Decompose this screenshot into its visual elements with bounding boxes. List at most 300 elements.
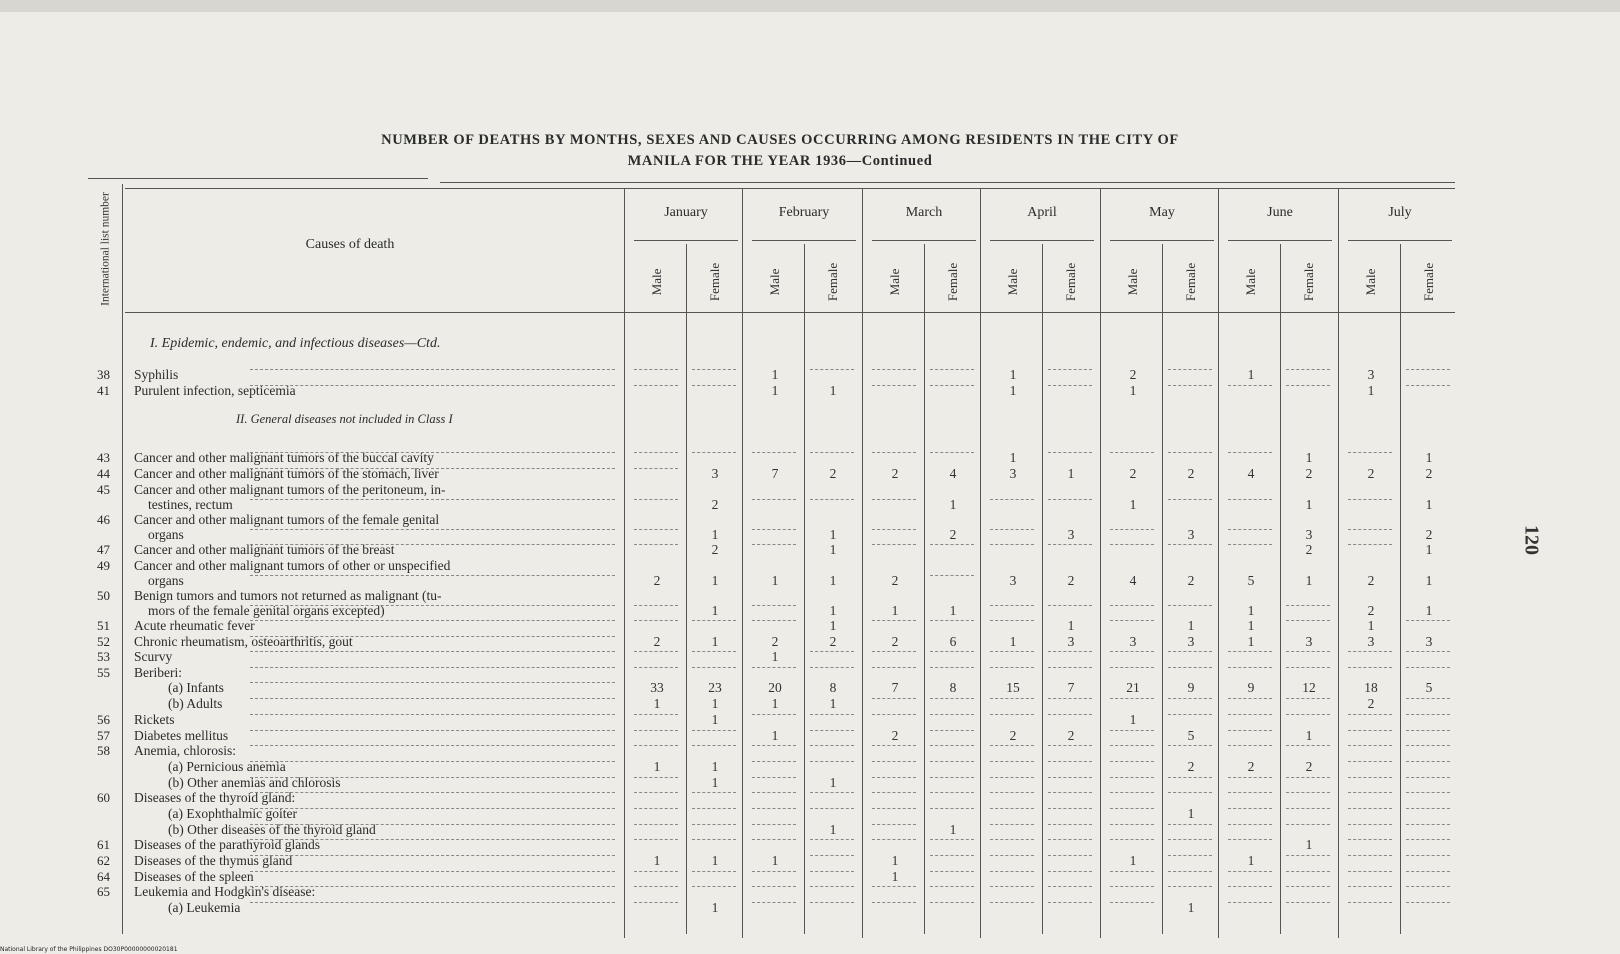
month-underline	[752, 240, 856, 241]
row-cause-label: Cancer and other malignant tumors of the breast	[134, 542, 395, 557]
empty-cell-dash	[752, 605, 796, 606]
leader-dots	[250, 605, 615, 606]
empty-cell-dash	[1348, 792, 1392, 793]
leader-dots	[250, 855, 615, 856]
month-divider	[1338, 188, 1339, 938]
female-value-february: 2	[829, 634, 837, 649]
male-value-april: 1	[1009, 450, 1017, 465]
sex-divider	[924, 244, 925, 934]
empty-cell-dash	[1406, 385, 1450, 386]
leader-dots	[250, 714, 615, 715]
empty-cell-dash	[1110, 761, 1154, 762]
empty-cell-dash	[752, 871, 796, 872]
row-cause-label: (a) Pernicious anemia	[168, 759, 286, 774]
empty-cell-dash	[692, 667, 736, 668]
empty-cell-dash	[1168, 714, 1212, 715]
male-value-april: 3	[1009, 573, 1017, 588]
empty-cell-dash	[1406, 839, 1450, 840]
row-cause-label: Cancer and other malignant tumors of other or unspecified	[134, 558, 451, 573]
sex-header-male	[868, 252, 922, 312]
list-number-divider	[122, 184, 123, 934]
male-value-february: 1	[771, 649, 779, 664]
empty-cell-dash	[634, 651, 678, 652]
empty-cell-dash	[752, 544, 796, 545]
female-value-may: 1	[1187, 806, 1195, 821]
empty-cell-dash	[930, 745, 974, 746]
empty-cell-dash	[1228, 745, 1272, 746]
male-value-june: 9	[1247, 680, 1255, 695]
row-cause-label: Diseases of the thyroid gland:	[134, 790, 296, 805]
empty-cell-dash	[1228, 730, 1272, 731]
empty-cell-dash	[872, 808, 916, 809]
female-value-july: 1	[1425, 573, 1433, 588]
row-list-number: 46	[97, 512, 110, 527]
empty-cell-dash	[1228, 871, 1272, 872]
month-divider	[742, 188, 743, 938]
row-list-number: 53	[97, 649, 110, 664]
male-value-april: 1	[1009, 383, 1017, 398]
empty-cell-dash	[634, 468, 678, 469]
empty-cell-dash	[1110, 730, 1154, 731]
female-value-january: 1	[711, 775, 719, 790]
empty-cell-dash	[1110, 777, 1154, 778]
table-top-rule-2	[440, 182, 1455, 183]
empty-cell-dash	[1286, 605, 1330, 606]
empty-cell-dash	[634, 369, 678, 370]
sex-header-text: Female	[1421, 262, 1436, 302]
empty-cell-dash	[990, 667, 1034, 668]
empty-cell-dash	[1168, 651, 1212, 652]
female-value-january: 1	[711, 603, 719, 618]
row-list-number: 60	[97, 790, 110, 805]
male-value-january: 33	[650, 680, 664, 695]
empty-cell-dash	[1228, 824, 1272, 825]
empty-cell-dash	[1048, 385, 1092, 386]
empty-cell-dash	[1168, 792, 1212, 793]
empty-cell-dash	[692, 452, 736, 453]
female-value-july: 2	[1425, 527, 1433, 542]
empty-cell-dash	[1406, 714, 1450, 715]
male-value-july: 2	[1367, 573, 1375, 588]
empty-cell-dash	[1348, 808, 1392, 809]
female-value-june: 3	[1305, 634, 1313, 649]
empty-cell-dash	[1348, 824, 1392, 825]
empty-cell-dash	[1348, 745, 1392, 746]
empty-cell-dash	[990, 605, 1034, 606]
header-bottom-rule	[125, 312, 1455, 313]
row-cause-label: Syphilis	[134, 367, 179, 382]
female-value-january: 2	[711, 542, 719, 557]
sex-header-male	[1224, 252, 1278, 312]
empty-cell-dash	[1110, 452, 1154, 453]
empty-cell-dash	[752, 902, 796, 903]
female-value-february: 1	[829, 527, 837, 542]
empty-cell-dash	[930, 902, 974, 903]
empty-cell-dash	[752, 777, 796, 778]
female-value-february: 2	[829, 466, 837, 481]
causes-header: Causes of death	[305, 237, 395, 252]
female-value-february: 1	[829, 775, 837, 790]
sex-header-female	[926, 252, 980, 312]
female-value-january: 1	[711, 527, 719, 542]
male-value-february: 1	[771, 696, 779, 711]
month-divider	[1218, 188, 1219, 938]
male-value-april: 1	[1009, 634, 1017, 649]
male-value-may: 1	[1129, 383, 1137, 398]
empty-cell-dash	[692, 730, 736, 731]
sex-header-female	[806, 252, 860, 312]
female-value-july: 3	[1425, 634, 1433, 649]
female-value-may: 5	[1187, 728, 1195, 743]
empty-cell-dash	[1286, 777, 1330, 778]
empty-cell-dash	[1286, 855, 1330, 856]
row-list-number: 58	[97, 743, 110, 758]
empty-cell-dash	[930, 667, 974, 668]
empty-cell-dash	[990, 902, 1034, 903]
male-value-july: 2	[1367, 466, 1375, 481]
month-divider	[1100, 188, 1101, 938]
male-value-april: 1	[1009, 367, 1017, 382]
empty-cell-dash	[1286, 886, 1330, 887]
empty-cell-dash	[872, 385, 916, 386]
female-value-may: 9	[1187, 680, 1195, 695]
male-value-july: 3	[1367, 367, 1375, 382]
empty-cell-dash	[752, 529, 796, 530]
row-cause-label: (b) Adults	[168, 696, 223, 711]
empty-cell-dash	[1406, 745, 1450, 746]
male-value-june: 1	[1247, 367, 1255, 382]
empty-cell-dash	[1348, 902, 1392, 903]
empty-cell-dash	[1048, 667, 1092, 668]
empty-cell-dash	[1168, 855, 1212, 856]
title-line-2: MANILA FOR THE YEAR 1936—Continued	[627, 153, 933, 169]
sex-header-female	[1282, 252, 1336, 312]
empty-cell-dash	[810, 499, 854, 500]
empty-cell-dash	[1286, 698, 1330, 699]
female-value-april: 3	[1067, 634, 1075, 649]
row-cause-label: Cancer and other malignant tumors of the stomach, liver	[134, 466, 439, 481]
row-cause-label: Beriberi:	[134, 665, 182, 680]
empty-cell-dash	[1048, 824, 1092, 825]
empty-cell-dash	[1228, 886, 1272, 887]
female-value-january: 1	[711, 759, 719, 774]
empty-cell-dash	[1348, 499, 1392, 500]
female-value-january: 1	[711, 853, 719, 868]
leader-dots	[250, 777, 615, 778]
empty-cell-dash	[990, 698, 1034, 699]
male-value-may: 3	[1129, 634, 1137, 649]
leader-dots	[250, 761, 615, 762]
female-value-june: 2	[1305, 466, 1313, 481]
empty-cell-dash	[1110, 808, 1154, 809]
female-value-february: 8	[829, 680, 837, 695]
row-cause-label: Diseases of the spleen	[134, 869, 254, 884]
month-header-april: April	[1027, 205, 1057, 220]
title-line-1: NUMBER OF DEATHS BY MONTHS, SEXES AND CAUSES OCCURRING AMONG RESIDENTS IN THE CITY OF	[381, 132, 1179, 148]
empty-cell-dash	[1406, 369, 1450, 370]
empty-cell-dash	[1406, 761, 1450, 762]
empty-cell-dash	[1110, 824, 1154, 825]
leader-dots	[250, 452, 615, 453]
female-value-january: 1	[711, 634, 719, 649]
male-value-january: 1	[653, 853, 661, 868]
empty-cell-dash	[1048, 886, 1092, 887]
female-value-march: 1	[949, 822, 957, 837]
empty-cell-dash	[1228, 385, 1272, 386]
empty-cell-dash	[990, 745, 1034, 746]
row-cause-label: Diseases of the parathyroid glands	[134, 837, 320, 852]
female-value-march: 4	[949, 466, 957, 481]
empty-cell-dash	[634, 745, 678, 746]
empty-cell-dash	[1168, 824, 1212, 825]
leader-dots	[250, 544, 615, 545]
empty-cell-dash	[1286, 792, 1330, 793]
row-list-number: 47	[97, 542, 110, 557]
male-value-february: 20	[768, 680, 782, 695]
empty-cell-dash	[634, 808, 678, 809]
sex-header-text: Male	[1125, 268, 1140, 296]
empty-cell-dash	[752, 499, 796, 500]
empty-cell-dash	[1048, 808, 1092, 809]
empty-cell-dash	[1048, 902, 1092, 903]
empty-cell-dash	[810, 902, 854, 903]
empty-cell-dash	[1168, 839, 1212, 840]
male-value-july: 2	[1367, 603, 1375, 618]
empty-cell-dash	[872, 698, 916, 699]
male-value-june: 1	[1247, 853, 1255, 868]
month-underline	[1228, 240, 1332, 241]
empty-cell-dash	[1348, 452, 1392, 453]
male-value-february: 1	[771, 383, 779, 398]
empty-cell-dash	[1168, 385, 1212, 386]
leader-dots	[250, 468, 615, 469]
empty-cell-dash	[1228, 667, 1272, 668]
empty-cell-dash	[634, 529, 678, 530]
male-value-may: 21	[1126, 680, 1140, 695]
empty-cell-dash	[990, 761, 1034, 762]
empty-cell-dash	[1406, 855, 1450, 856]
female-value-january: 1	[711, 712, 719, 727]
empty-cell-dash	[990, 714, 1034, 715]
male-value-may: 4	[1129, 573, 1137, 588]
row-cause-label: Diabetes mellitus	[134, 728, 229, 743]
empty-cell-dash	[930, 575, 974, 576]
empty-cell-dash	[1286, 871, 1330, 872]
female-value-july: 1	[1425, 542, 1433, 557]
female-value-february: 1	[829, 573, 837, 588]
female-value-february: 1	[829, 618, 837, 633]
female-value-april: 7	[1067, 680, 1075, 695]
sex-divider	[686, 244, 687, 934]
female-value-february: 1	[829, 603, 837, 618]
row-cause-label: Cancer and other malignant tumors of the female genital	[134, 512, 440, 527]
empty-cell-dash	[1348, 667, 1392, 668]
male-value-march: 1	[891, 869, 899, 884]
empty-cell-dash	[692, 808, 736, 809]
leader-dots	[250, 636, 615, 637]
empty-cell-dash	[1286, 385, 1330, 386]
female-value-march: 2	[949, 527, 957, 542]
empty-cell-dash	[990, 886, 1034, 887]
empty-cell-dash	[1228, 529, 1272, 530]
empty-cell-dash	[1168, 745, 1212, 746]
empty-cell-dash	[1168, 777, 1212, 778]
female-value-july: 1	[1425, 603, 1433, 618]
empty-cell-dash	[990, 499, 1034, 500]
empty-cell-dash	[1048, 499, 1092, 500]
female-value-june: 1	[1305, 728, 1313, 743]
row-cause-label: (a) Leukemia	[168, 900, 241, 915]
female-value-february: 1	[829, 696, 837, 711]
male-value-march: 2	[891, 573, 899, 588]
sex-header-male	[986, 252, 1040, 312]
table-title	[180, 130, 1380, 172]
leader-dots	[250, 529, 615, 530]
empty-cell-dash	[930, 730, 974, 731]
empty-cell-dash	[930, 886, 974, 887]
empty-cell-dash	[752, 792, 796, 793]
male-value-march: 2	[891, 466, 899, 481]
empty-cell-dash	[990, 651, 1034, 652]
empty-cell-dash	[634, 499, 678, 500]
female-value-june: 1	[1305, 497, 1313, 512]
sex-header-female	[1044, 252, 1098, 312]
sex-header-text: Male	[1005, 268, 1020, 296]
empty-cell-dash	[752, 761, 796, 762]
empty-cell-dash	[930, 714, 974, 715]
female-value-january: 23	[708, 680, 722, 695]
empty-cell-dash	[872, 620, 916, 621]
row-list-number: 57	[97, 728, 110, 743]
empty-cell-dash	[990, 871, 1034, 872]
empty-cell-dash	[1110, 529, 1154, 530]
empty-cell-dash	[930, 620, 974, 621]
empty-cell-dash	[752, 808, 796, 809]
row-cause-label: Cancer and other malignant tumors of the peritoneum, in-	[134, 482, 446, 497]
empty-cell-dash	[930, 761, 974, 762]
row-cause-label: Purulent infection, septicemia	[134, 383, 296, 398]
row-list-number: 65	[97, 884, 110, 899]
empty-cell-dash	[1110, 886, 1154, 887]
row-cause-label: organs	[148, 527, 184, 542]
list-number-header	[96, 190, 116, 308]
female-value-march: 6	[949, 634, 957, 649]
leader-dots	[250, 667, 615, 668]
empty-cell-dash	[1228, 499, 1272, 500]
empty-cell-dash	[810, 886, 854, 887]
empty-cell-dash	[1168, 452, 1212, 453]
empty-cell-dash	[1406, 886, 1450, 887]
empty-cell-dash	[872, 667, 916, 668]
empty-cell-dash	[1168, 667, 1212, 668]
month-header-march: March	[905, 205, 943, 220]
empty-cell-dash	[872, 452, 916, 453]
empty-cell-dash	[930, 651, 974, 652]
empty-cell-dash	[752, 839, 796, 840]
male-value-january: 2	[653, 634, 661, 649]
male-value-february: 1	[771, 853, 779, 868]
empty-cell-dash	[692, 745, 736, 746]
male-value-march: 1	[891, 853, 899, 868]
male-value-january: 1	[653, 759, 661, 774]
empty-cell-dash	[1286, 902, 1330, 903]
empty-cell-dash	[634, 667, 678, 668]
empty-cell-dash	[930, 839, 974, 840]
empty-cell-dash	[930, 452, 974, 453]
female-value-june: 12	[1302, 680, 1316, 695]
female-value-february: 1	[829, 383, 837, 398]
empty-cell-dash	[1048, 651, 1092, 652]
male-value-july: 18	[1364, 680, 1378, 695]
empty-cell-dash	[990, 792, 1034, 793]
empty-cell-dash	[1228, 808, 1272, 809]
row-cause-label: (b) Other anemias and chlorosis	[168, 775, 341, 790]
leader-dots	[250, 730, 615, 731]
male-value-march: 2	[891, 728, 899, 743]
empty-cell-dash	[1048, 698, 1092, 699]
sex-header-female	[688, 252, 742, 312]
female-value-may: 2	[1187, 573, 1195, 588]
male-value-june: 1	[1247, 618, 1255, 633]
empty-cell-dash	[1348, 777, 1392, 778]
list-number-header-text: International list number	[99, 192, 112, 306]
sex-header-male	[748, 252, 802, 312]
row-list-number: 50	[97, 588, 110, 603]
empty-cell-dash	[752, 620, 796, 621]
female-value-march: 8	[949, 680, 957, 695]
header-rule-top	[125, 188, 1455, 189]
empty-cell-dash	[1168, 886, 1212, 887]
female-value-february: 1	[829, 542, 837, 557]
empty-cell-dash	[692, 839, 736, 840]
empty-cell-dash	[634, 777, 678, 778]
leader-dots	[250, 575, 615, 576]
sex-header-male	[1106, 252, 1160, 312]
leader-dots	[250, 385, 615, 386]
empty-cell-dash	[634, 839, 678, 840]
empty-cell-dash	[1110, 605, 1154, 606]
empty-cell-dash	[930, 792, 974, 793]
female-value-april: 2	[1067, 728, 1075, 743]
row-cause-label: organs	[148, 573, 184, 588]
sex-header-text: Female	[825, 262, 840, 302]
female-value-march: 1	[949, 603, 957, 618]
empty-cell-dash	[634, 620, 678, 621]
empty-cell-dash	[1286, 620, 1330, 621]
table-top-rule	[88, 178, 428, 179]
empty-cell-dash	[634, 902, 678, 903]
row-cause-label: testines, rectum	[148, 497, 233, 512]
leader-dots	[250, 698, 615, 699]
empty-cell-dash	[634, 452, 678, 453]
female-value-april: 1	[1067, 466, 1075, 481]
male-value-february: 1	[771, 573, 779, 588]
empty-cell-dash	[1228, 839, 1272, 840]
leader-dots	[250, 651, 615, 652]
row-cause-label: (a) Infants	[168, 680, 224, 695]
female-value-june: 2	[1305, 542, 1313, 557]
empty-cell-dash	[1228, 544, 1272, 545]
row-cause-label: (b) Other diseases of the thyroid gland	[168, 822, 376, 837]
empty-cell-dash	[1110, 620, 1154, 621]
empty-cell-dash	[930, 871, 974, 872]
empty-cell-dash	[1286, 651, 1330, 652]
leader-dots	[250, 871, 615, 872]
empty-cell-dash	[872, 792, 916, 793]
female-value-june: 1	[1305, 450, 1313, 465]
male-value-july: 1	[1367, 383, 1375, 398]
leader-dots	[250, 886, 615, 887]
